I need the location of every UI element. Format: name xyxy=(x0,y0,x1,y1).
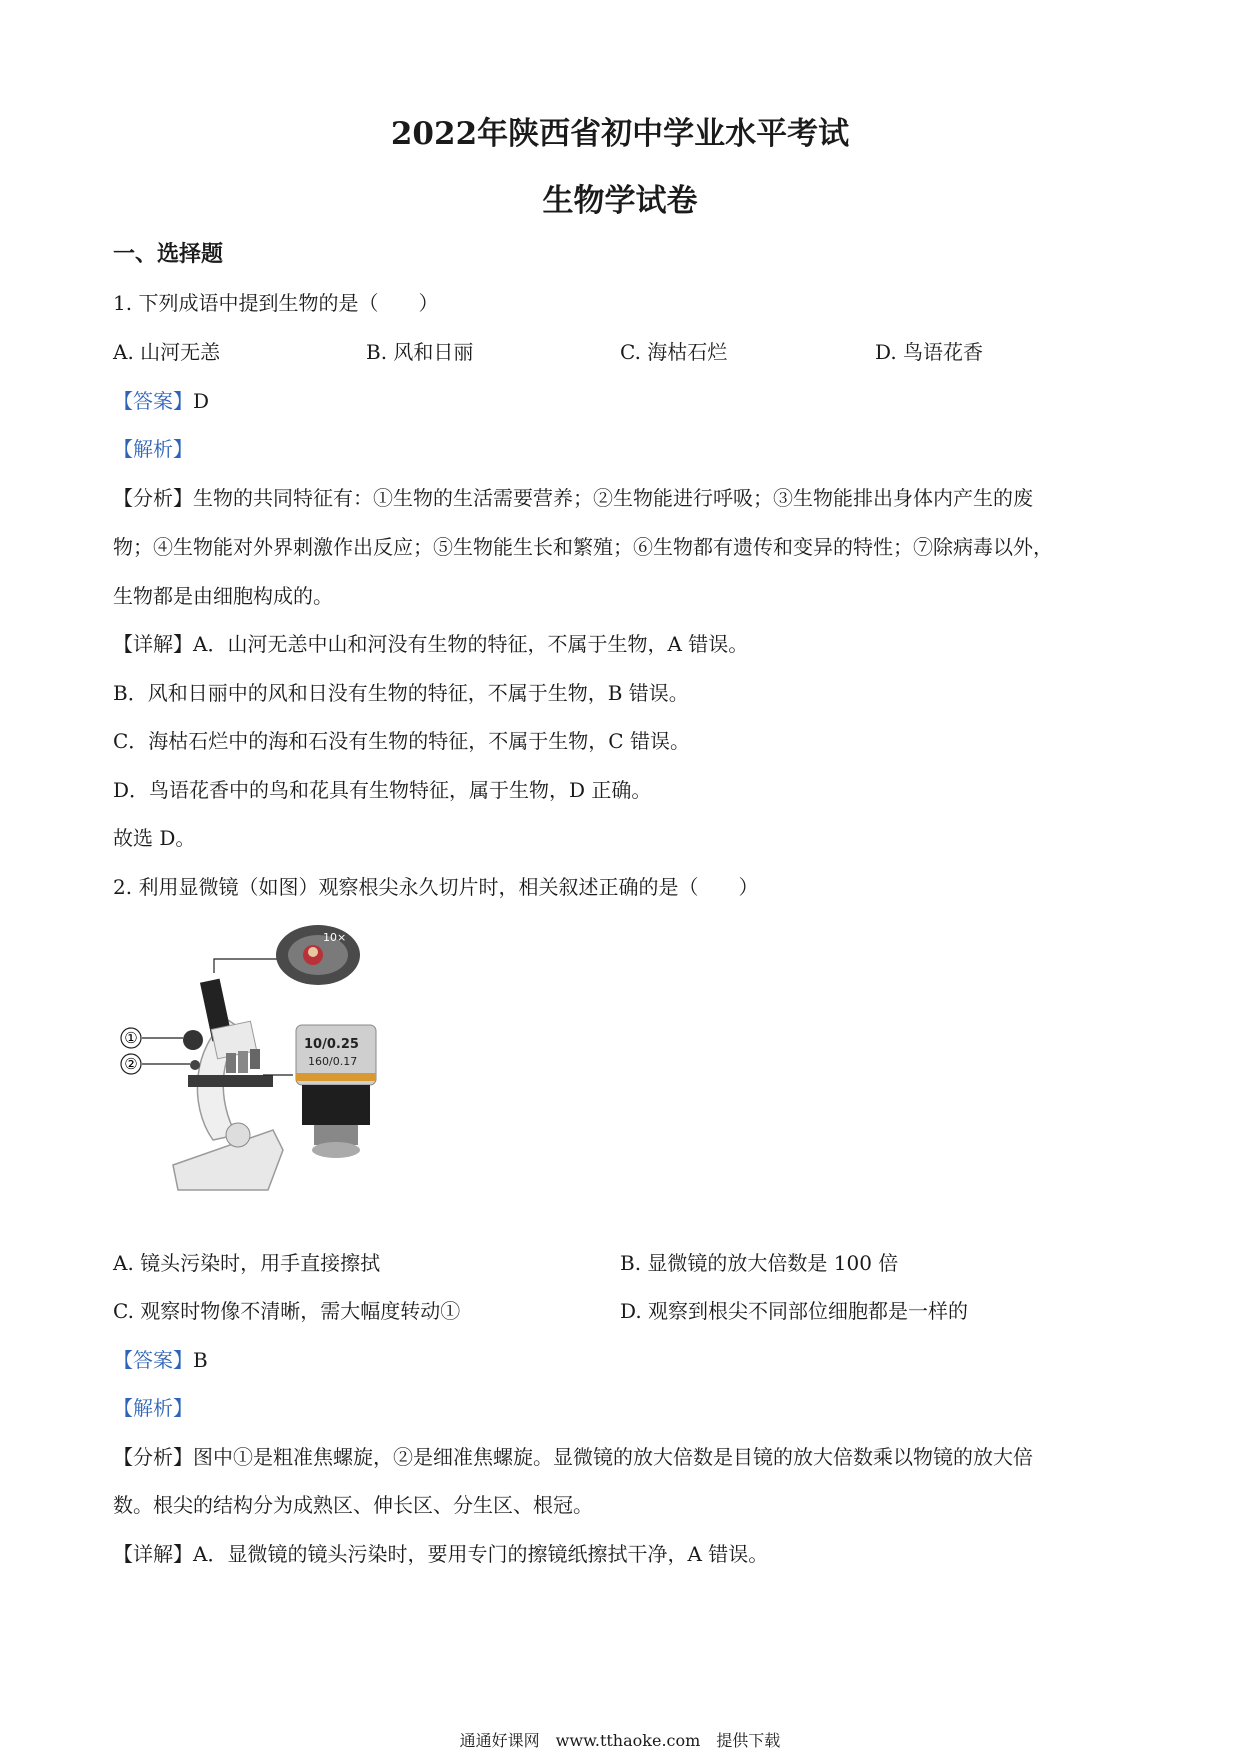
q1-detail-line-3: C．海枯石烂中的海和石没有生物的特征，不属于生物，C 错误。 xyxy=(113,729,690,753)
analysis-label: 【分析】 xyxy=(113,1445,193,1469)
q1-option-c: C. 海枯石烂 xyxy=(620,340,728,364)
q2-analysis-tag: 【解析】 xyxy=(113,1396,193,1420)
detail-label: 【详解】 xyxy=(113,632,193,656)
q2-analysis-line-1 xyxy=(113,1441,1033,1470)
analysis-label: 【分析】 xyxy=(113,486,193,510)
coarse-focus-knob xyxy=(183,1030,203,1050)
objective-text-1: 10/0.25 xyxy=(304,1037,359,1052)
exam-subtitle: 生物学试卷 xyxy=(542,183,698,219)
figure-label-2: ② xyxy=(124,1055,138,1073)
q2-option-b: B. 显微镜的放大倍数是 100 倍 xyxy=(620,1251,899,1275)
q2-detail-line-1 xyxy=(113,1538,768,1567)
fine-focus-knob xyxy=(190,1060,200,1070)
answer-value: D xyxy=(193,389,210,413)
page-footer: 通通好课网 www.tthaoke.com 提供下载 xyxy=(459,1731,781,1750)
microscope-figure xyxy=(118,925,418,1215)
detail-text: A．山河无恙中山和河没有生物的特征，不属于生物，A 错误。 xyxy=(193,632,749,656)
analysis-text: 图中①是粗准焦螺旋，②是细准焦螺旋。显微镜的放大倍数是目镜的放大倍数乘以物镜的放大倍 xyxy=(193,1445,1033,1469)
figure-label-1: ① xyxy=(124,1029,138,1047)
answer-value: B xyxy=(193,1348,208,1372)
mirror xyxy=(226,1123,250,1147)
eyepiece-magnification: 10× xyxy=(323,931,347,944)
q1-detail-line-1 xyxy=(113,628,748,657)
q1-analysis-line-2: 物；④生物能对外界刺激作出反应；⑤生物能生长和繁殖；⑥生物都有遗传和变异的特性；⑦除病毒以外， xyxy=(113,535,1053,559)
detail-label: 【详解】 xyxy=(113,1542,193,1566)
q2-option-c: C. 观察时物像不清晰，需大幅度转动① xyxy=(113,1299,461,1323)
q1-option-b: B. 风和日丽 xyxy=(366,340,474,364)
q1-option-a: A. 山河无恙 xyxy=(113,340,221,364)
q2-answer xyxy=(113,1344,208,1373)
q2-stem: 2. 利用显微镜（如图）观察根尖永久切片时，相关叙述正确的是（ ） xyxy=(113,875,759,899)
q2-analysis-line-2: 数。根尖的结构分为成熟区、伸长区、分生区、根冠。 xyxy=(113,1493,593,1517)
q1-stem: 1. 下列成语中提到生物的是（ ） xyxy=(113,291,439,315)
objective-text-2: 160/0.17 xyxy=(308,1055,358,1068)
detail-text: A．显微镜的镜头污染时，要用专门的擦镜纸擦拭干净，A 错误。 xyxy=(193,1542,769,1566)
q1-analysis-tag: 【解析】 xyxy=(113,437,193,461)
q1-analysis-line-1 xyxy=(113,482,1033,511)
q1-analysis-line-3: 生物都是由细胞构成的。 xyxy=(113,584,333,608)
q2-option-a: A. 镜头污染时，用手直接擦拭 xyxy=(113,1251,381,1275)
q1-conclusion: 故选 D。 xyxy=(113,826,196,850)
exam-title: 2022年陕西省初中学业水平考试 xyxy=(390,116,850,152)
q1-detail-line-4: D．鸟语花香中的鸟和花具有生物特征，属于生物，D 正确。 xyxy=(113,778,652,802)
answer-tag: 【答案】 xyxy=(113,389,193,413)
answer-tag: 【答案】 xyxy=(113,1348,193,1372)
q1-answer xyxy=(113,385,209,414)
q1-option-d: D. 鸟语花香 xyxy=(875,340,984,364)
q2-option-d: D. 观察到根尖不同部位细胞都是一样的 xyxy=(620,1299,969,1323)
analysis-text: 生物的共同特征有：①生物的生活需要营养；②生物能进行呼吸；③生物能排出身体内产生的废 xyxy=(193,486,1033,510)
section-heading: 一、选择题 xyxy=(113,241,224,267)
q1-detail-line-2: B．风和日丽中的风和日没有生物的特征，不属于生物，B 错误。 xyxy=(113,681,689,705)
microscope-stage xyxy=(188,1075,273,1087)
